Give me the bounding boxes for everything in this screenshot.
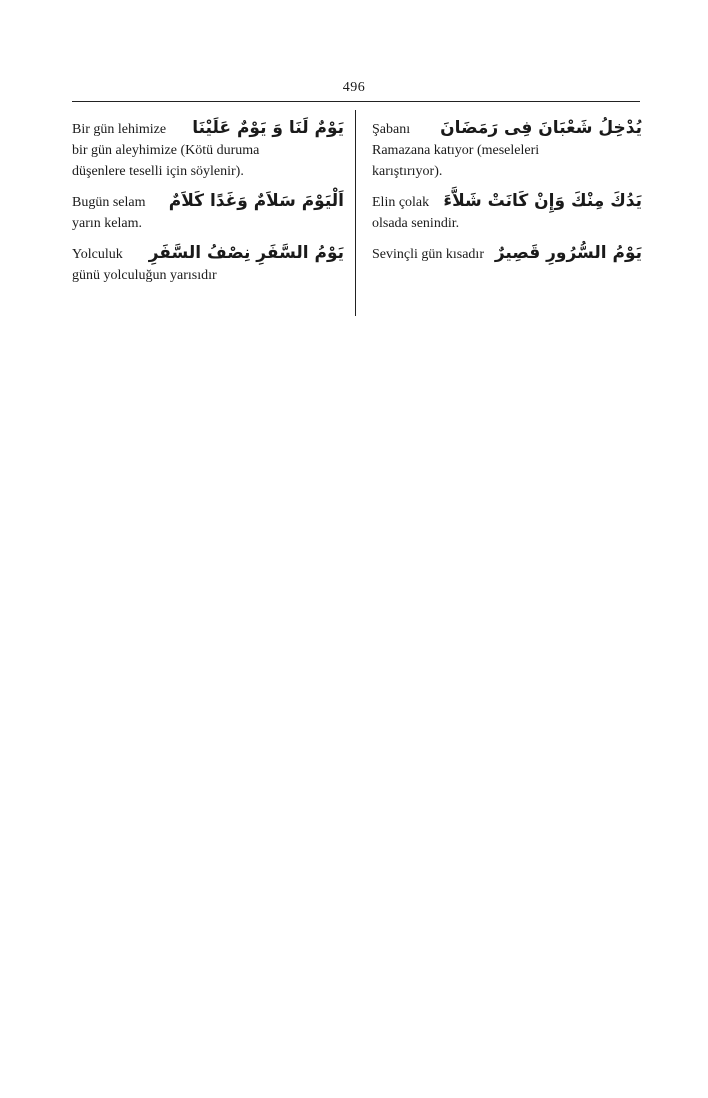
proverb-head [372, 112, 642, 140]
proverb-head [72, 112, 344, 140]
column-divider [355, 110, 356, 316]
page-number: 496 [342, 80, 366, 95]
turkish-continuation: olsada senindir. [372, 216, 460, 231]
turkish-lead: Yolculuk [72, 247, 123, 262]
turkish-lead: Şabanı [372, 122, 411, 137]
arabic-proverb: يَوْمُ السُّرُورِ قَصِيرٌ [494, 243, 642, 263]
turkish-lead: Sevinçli gün kısadır [372, 247, 484, 262]
proverb-entry [372, 237, 642, 265]
proverb-head [72, 185, 344, 213]
proverb-entry [372, 185, 642, 234]
proverb-entry [72, 185, 344, 234]
proverb-head [372, 237, 642, 265]
arabic-proverb: اَلْيَوْمَ سَلاَمٌ وَغَدًا كَلاَمٌ [168, 191, 344, 211]
turkish-continuation: karıştırıyor). [372, 164, 443, 179]
turkish-continuation: Ramazana katıyor (meseleleri [372, 143, 540, 158]
proverb-head [372, 185, 642, 213]
turkish-lead: Bugün selam [72, 195, 146, 210]
arabic-proverb: يَوْمٌ لَنَا وَ يَوْمٌ عَلَيْنَا [192, 118, 344, 138]
arabic-proverb: يَوْمُ السَّفَرِ نِصْفُ السَّفَرِ [148, 243, 344, 263]
turkish-continuation: bir gün aleyhimize (Kötü duruma [72, 143, 260, 158]
arabic-proverb: يُدْخِلُ شَعْبَانَ فِى رَمَضَانَ [440, 118, 642, 138]
turkish-continuation: günü yolculuğun yarısıdır [72, 268, 217, 283]
arabic-proverb: يَدُكَ مِنْكَ وَإِنْ كَانَتْ شَلاَّءَ [443, 191, 642, 211]
proverb-entry [372, 112, 642, 182]
right-column [372, 112, 642, 268]
turkish-continuation: düşenlere teselli için söylenir). [72, 164, 244, 179]
left-column [72, 112, 344, 289]
proverb-head [72, 237, 344, 265]
proverb-entry [72, 237, 344, 286]
turkish-lead: Elin çolak [372, 195, 430, 210]
header-rule [72, 101, 640, 102]
turkish-continuation: yarın kelam. [72, 216, 142, 231]
turkish-lead: Bir gün lehimize [72, 122, 167, 137]
proverb-entry [72, 112, 344, 182]
